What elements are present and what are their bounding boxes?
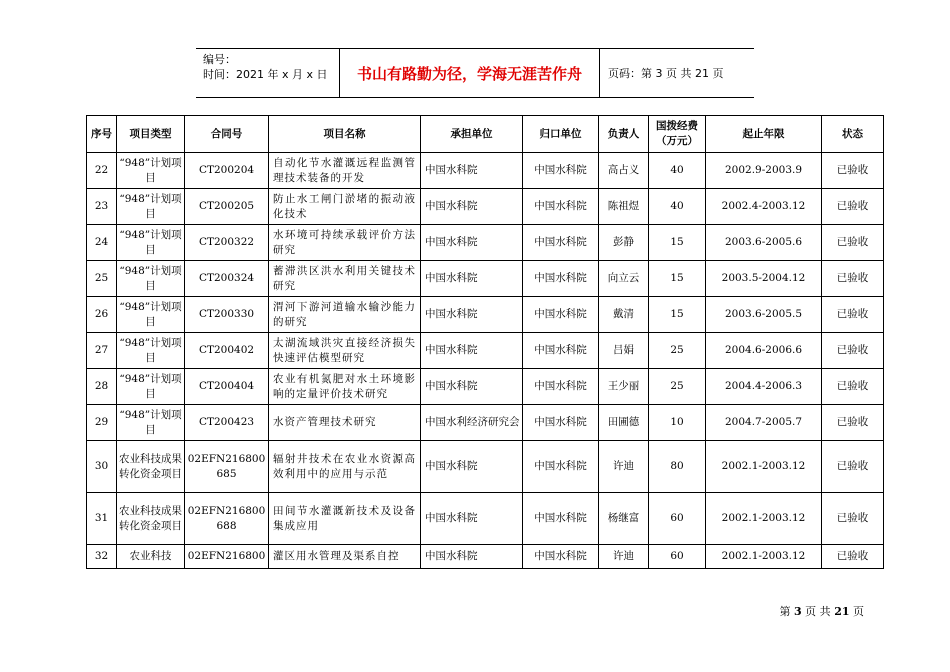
cell-lead: 戴清	[599, 297, 649, 333]
cell-name: 渭河下游河道输水输沙能力的研究	[269, 297, 421, 333]
table-row	[87, 153, 884, 189]
cell-period: 2002.1-2003.12	[706, 441, 822, 493]
cell-fund: 80	[649, 441, 706, 493]
cell-lead: 向立云	[599, 261, 649, 297]
cell-no: 22	[87, 153, 117, 189]
cell-dept: 中国水科院	[523, 333, 599, 369]
cell-type: “948”计划项目	[117, 333, 185, 369]
cell-contract: CT200402	[185, 333, 269, 369]
cell-name: 水资产管理技术研究	[269, 405, 421, 441]
cell-type: 农业科技	[117, 545, 185, 569]
header-page-code: 页码：第 3 页 共 21 页	[608, 67, 724, 80]
header-slogan: 书山有路勤为径，学海无涯苦作舟	[340, 49, 600, 97]
cell-lead: 杨继富	[599, 493, 649, 545]
cell-contract: 02EFN216800	[185, 545, 269, 569]
cell-dept: 中国水科院	[523, 369, 599, 405]
cell-status: 已验收	[822, 333, 884, 369]
cell-type: “948”计划项目	[117, 153, 185, 189]
cell-dept: 中国水科院	[523, 545, 599, 569]
cell-period: 2002.9-2003.9	[706, 153, 822, 189]
table-row	[87, 297, 884, 333]
cell-no: 27	[87, 333, 117, 369]
cell-contract: CT200423	[185, 405, 269, 441]
cell-dept: 中国水科院	[523, 225, 599, 261]
cell-contract: CT200205	[185, 189, 269, 225]
table-row	[87, 441, 884, 493]
cell-contract: CT200204	[185, 153, 269, 189]
cell-no: 24	[87, 225, 117, 261]
cell-no: 29	[87, 405, 117, 441]
footer-total: 21	[834, 605, 850, 618]
cell-status: 已验收	[822, 493, 884, 545]
cell-fund: 15	[649, 261, 706, 297]
cell-name: 水环境可持续承载评价方法研究	[269, 225, 421, 261]
col-header-no: 序号	[87, 116, 117, 153]
cell-status: 已验收	[822, 297, 884, 333]
table-header-row	[87, 116, 884, 153]
cell-period: 2004.4-2006.3	[706, 369, 822, 405]
footer-prefix: 第	[779, 605, 795, 618]
cell-no: 23	[87, 189, 117, 225]
cell-unit: 中国水科院	[421, 333, 523, 369]
cell-dept: 中国水科院	[523, 405, 599, 441]
col-header-unit: 承担单位	[421, 116, 523, 153]
cell-name: 自动化节水灌溉远程监测管理技术装备的开发	[269, 153, 421, 189]
cell-status: 已验收	[822, 545, 884, 569]
col-header-lead: 负责人	[599, 116, 649, 153]
cell-no: 26	[87, 297, 117, 333]
cell-contract: 02EFN216800688	[185, 493, 269, 545]
cell-type: “948”计划项目	[117, 405, 185, 441]
cell-unit: 中国水利经济研究会	[421, 405, 523, 441]
cell-no: 28	[87, 369, 117, 405]
cell-period: 2004.7-2005.7	[706, 405, 822, 441]
cell-status: 已验收	[822, 189, 884, 225]
cell-fund: 15	[649, 225, 706, 261]
cell-period: 2002.4-2003.12	[706, 189, 822, 225]
table-row	[87, 369, 884, 405]
cell-unit: 中国水科院	[421, 493, 523, 545]
cell-unit: 中国水科院	[421, 189, 523, 225]
cell-type: 农业科技成果转化资金项目	[117, 441, 185, 493]
cell-lead: 高占义	[599, 153, 649, 189]
cell-name: 农业有机氮肥对水土环境影响的定量评价技术研究	[269, 369, 421, 405]
page-footer	[780, 603, 864, 619]
cell-type: “948”计划项目	[117, 261, 185, 297]
cell-lead: 许迪	[599, 545, 649, 569]
cell-unit: 中国水科院	[421, 225, 523, 261]
cell-fund: 40	[649, 189, 706, 225]
cell-name: 辐射井技术在农业水资源高效利用中的应用与示范	[269, 441, 421, 493]
cell-contract: CT200324	[185, 261, 269, 297]
cell-dept: 中国水科院	[523, 153, 599, 189]
cell-dept: 中国水科院	[523, 189, 599, 225]
table-row	[87, 261, 884, 297]
cell-unit: 中国水科院	[421, 545, 523, 569]
table-row	[87, 493, 884, 545]
cell-fund: 25	[649, 333, 706, 369]
cell-unit: 中国水科院	[421, 261, 523, 297]
cell-lead: 王少丽	[599, 369, 649, 405]
cell-name: 田间节水灌溉新技术及设备集成应用	[269, 493, 421, 545]
col-header-contract: 合同号	[185, 116, 269, 153]
cell-type: 农业科技成果转化资金项目	[117, 493, 185, 545]
cell-period: 2002.1-2003.12	[706, 545, 822, 569]
header-meta	[196, 49, 340, 97]
col-header-period: 起止年限	[706, 116, 822, 153]
table-row	[87, 333, 884, 369]
footer-page: 3	[794, 605, 802, 618]
cell-fund: 40	[649, 153, 706, 189]
cell-unit: 中国水科院	[421, 369, 523, 405]
col-header-fund: 国拨经费（万元）	[649, 116, 706, 153]
cell-name: 太湖流域洪灾直接经济损失快速评估模型研究	[269, 333, 421, 369]
cell-status: 已验收	[822, 441, 884, 493]
cell-contract: 02EFN216800685	[185, 441, 269, 493]
cell-lead: 彭静	[599, 225, 649, 261]
cell-type: “948”计划项目	[117, 189, 185, 225]
cell-status: 已验收	[822, 153, 884, 189]
col-header-name: 项目名称	[269, 116, 421, 153]
cell-unit: 中国水科院	[421, 441, 523, 493]
table-row	[87, 545, 884, 569]
cell-lead: 田圃德	[599, 405, 649, 441]
cell-type: “948”计划项目	[117, 369, 185, 405]
cell-name: 防止水工闸门淤堵的振动液化技术	[269, 189, 421, 225]
col-header-type: 项目类型	[117, 116, 185, 153]
cell-dept: 中国水科院	[523, 297, 599, 333]
cell-period: 2004.6-2006.6	[706, 333, 822, 369]
cell-period: 2003.6-2005.6	[706, 225, 822, 261]
footer-suffix: 页	[849, 605, 864, 618]
cell-unit: 中国水科院	[421, 153, 523, 189]
col-header-status: 状态	[822, 116, 884, 153]
cell-dept: 中国水科院	[523, 261, 599, 297]
table-row	[87, 225, 884, 261]
project-table	[86, 115, 884, 569]
col-header-dept: 归口单位	[523, 116, 599, 153]
cell-contract: CT200322	[185, 225, 269, 261]
cell-type: “948”计划项目	[117, 225, 185, 261]
cell-lead: 陈祖煜	[599, 189, 649, 225]
cell-contract: CT200330	[185, 297, 269, 333]
cell-no: 31	[87, 493, 117, 545]
cell-lead: 吕娟	[599, 333, 649, 369]
cell-period: 2003.6-2005.5	[706, 297, 822, 333]
table-row	[87, 405, 884, 441]
code-label: 编号：	[203, 53, 236, 66]
cell-period: 2003.5-2004.12	[706, 261, 822, 297]
cell-type: “948”计划项目	[117, 297, 185, 333]
cell-unit: 中国水科院	[421, 297, 523, 333]
cell-fund: 15	[649, 297, 706, 333]
cell-status: 已验收	[822, 261, 884, 297]
cell-no: 32	[87, 545, 117, 569]
cell-name: 灌区用水管理及渠系自控	[269, 545, 421, 569]
table-row	[87, 189, 884, 225]
cell-fund: 25	[649, 369, 706, 405]
cell-fund: 60	[649, 545, 706, 569]
cell-period: 2002.1-2003.12	[706, 493, 822, 545]
cell-no: 25	[87, 261, 117, 297]
page-header	[196, 48, 754, 98]
cell-status: 已验收	[822, 369, 884, 405]
cell-status: 已验收	[822, 225, 884, 261]
cell-fund: 60	[649, 493, 706, 545]
footer-middle: 页 共	[801, 605, 835, 618]
time-label: 时间：2021 年 x 月 x 日	[203, 68, 328, 81]
cell-dept: 中国水科院	[523, 441, 599, 493]
cell-dept: 中国水科院	[523, 493, 599, 545]
cell-contract: CT200404	[185, 369, 269, 405]
cell-name: 蓄滞洪区洪水利用关键技术研究	[269, 261, 421, 297]
cell-status: 已验收	[822, 405, 884, 441]
cell-fund: 10	[649, 405, 706, 441]
cell-no: 30	[87, 441, 117, 493]
cell-lead: 许迪	[599, 441, 649, 493]
